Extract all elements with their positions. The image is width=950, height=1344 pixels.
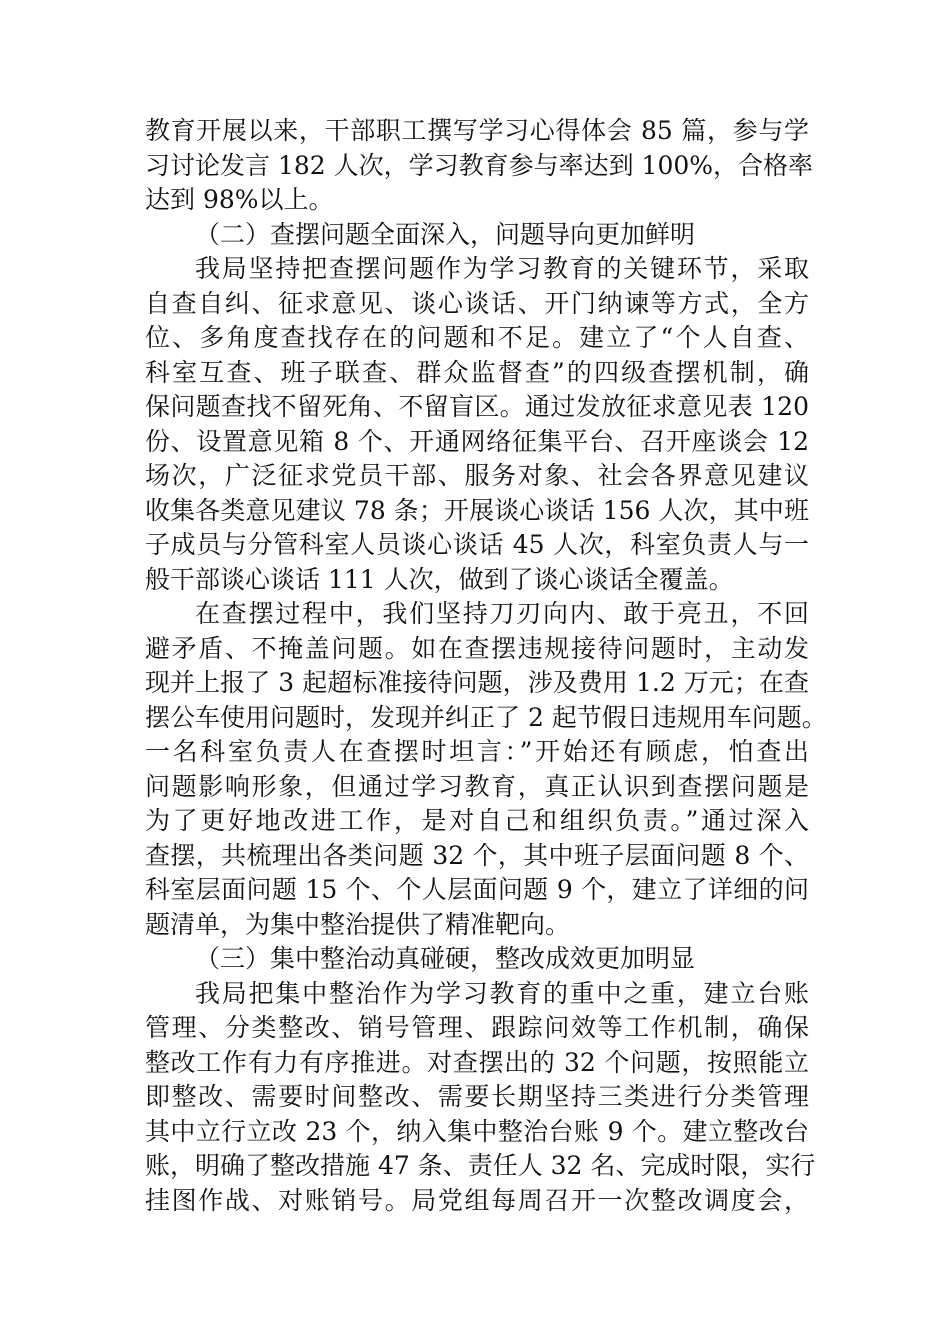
paragraph-first-line: 我局坚持把查摆问题作为学习教育的关键环节，采取	[195, 254, 809, 283]
text-line: 避矛盾、不掩盖问题。如在查摆违规接待问题时，主动发	[145, 633, 809, 663]
text-line: 查摆，共梳理出各类问题 32 个，其中班子层面问题 8 个、	[145, 840, 809, 870]
paragraph-first-line: 我局把集中整治作为学习教育的重中之重，建立台账	[195, 978, 809, 1008]
text-line: 子成员与分管科室人员谈心谈话 45 人次，科室负责人与一	[145, 530, 809, 559]
text-line: 科室层面问题 15 个、个人层面问题 9 个，建立了详细的问	[145, 875, 809, 904]
text-line: 即整改、需要时间整改、需要长期坚持三类进行分类管理	[145, 1082, 809, 1111]
document-body	[145, 114, 827, 1218]
text-line: 问题影响形象，但通过学习教育，真正认识到查摆问题是	[145, 771, 809, 801]
paragraph-last-line: 达到 98%以上。	[145, 185, 334, 214]
text-line: 挂图作战、对账销号。局党组每周召开一次整改调度会，	[145, 1185, 809, 1215]
section-heading: （二）查摆问题全面深入，问题导向更加鲜明	[195, 219, 696, 249]
text-line: 场次，广泛征求党员干部、服务对象、社会各界意见建议	[145, 461, 809, 490]
text-line: 其中立行立改 23 个，纳入集中整治台账 9 个。建立整改台	[145, 1116, 809, 1146]
paragraph-first-line: 在查摆过程中，我们坚持刀刃向内、敢于亮丑，不回	[195, 599, 809, 628]
text-line: 账，明确了整改措施 47 条、责任人 32 名、完成时限，实行	[145, 1151, 816, 1180]
text-line: 一名科室负责人在查摆时坦言：”开始还有顾虑，怕查出	[145, 737, 809, 766]
text-line: 保问题查找不留死角、不留盲区。通过发放征求意见表 120	[145, 392, 809, 421]
text-line: 习讨论发言 182 人次，学习教育参与率达到 100%，合格率	[145, 150, 814, 180]
text-line: 自查自纠、征求意见、谈心谈话、开门纳谏等方式，全方	[145, 288, 809, 318]
paragraph-last-line: 般干部谈心谈话 111 人次，做到了谈心谈话全覆盖。	[145, 564, 734, 594]
text-line: 整改工作有力有序推进。对查摆出的 32 个问题，按照能立	[145, 1047, 809, 1077]
text-line: 科室互查、班子联查、群众监督查”的四级查摆机制，确	[145, 357, 809, 387]
text-line: 教育开展以来，干部职工撰写学习心得体会 85 篇，参与学	[145, 116, 809, 145]
text-line: 为了更好地改进工作，是对自己和组织负责。”通过深入	[145, 806, 809, 835]
paragraph-last-line: 题清单，为集中整治提供了精准靶向。	[145, 909, 571, 939]
text-line: 位、多角度查找存在的问题和不足。建立了“个人自查、	[145, 323, 809, 352]
text-line: 管理、分类整改、销号管理、跟踪问效等工作机制，确保	[145, 1013, 809, 1042]
section-heading: （三）集中整治动真碰硬，整改成效更加明显	[195, 944, 696, 973]
text-line: 摆公车使用问题时，发现并纠正了 2 起节假日违规用车问题。	[145, 702, 827, 732]
text-line: 收集各类意见建议 78 条；开展谈心谈话 156 人次，其中班	[145, 495, 809, 525]
text-line: 份、设置意见箱 8 个、开通网络征集平台、召开座谈会 12	[145, 426, 809, 456]
text-line: 现并上报了 3 起超标准接待问题，涉及费用 1.2 万元；在查	[145, 668, 809, 697]
